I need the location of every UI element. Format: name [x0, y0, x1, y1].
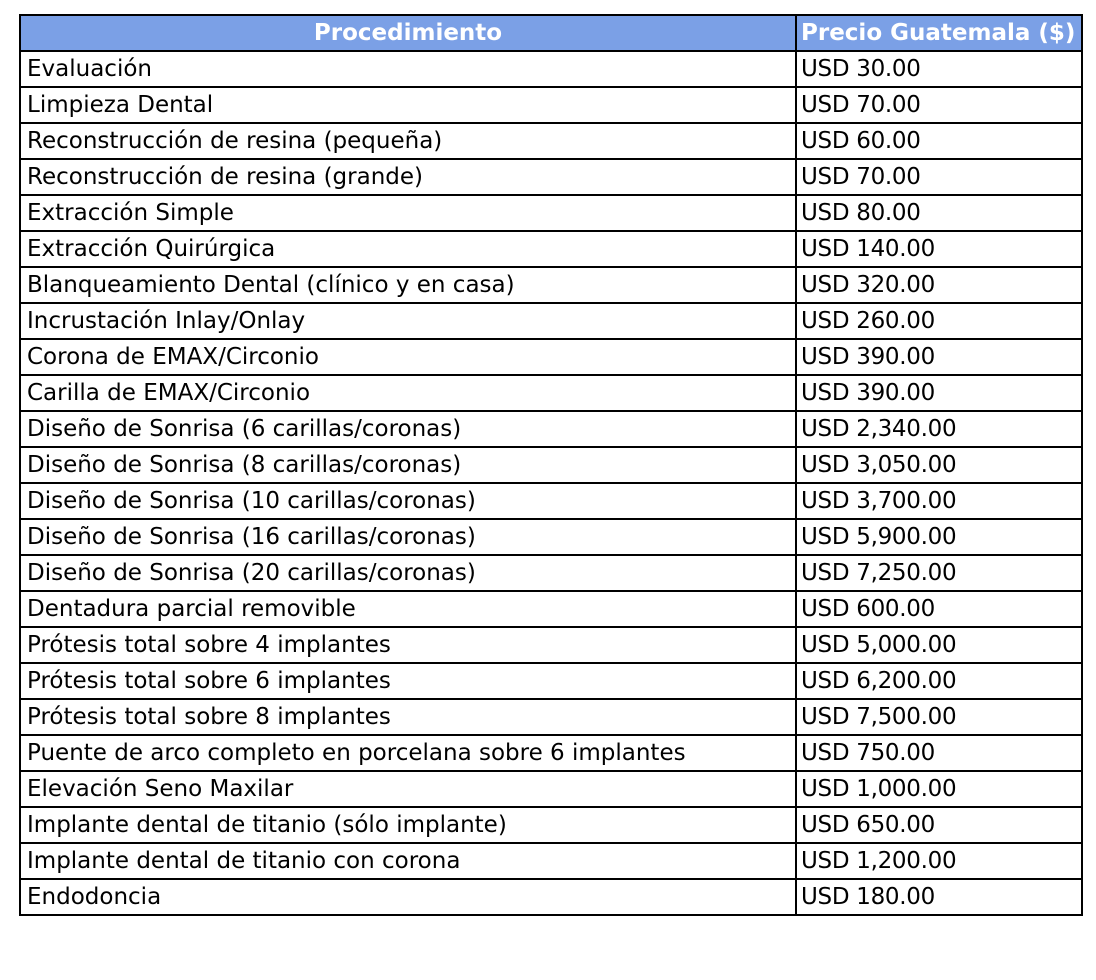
procedure-cell: Prótesis total sobre 4 implantes — [20, 627, 796, 663]
procedure-cell: Extracción Quirúrgica — [20, 231, 796, 267]
price-cell: USD 260.00 — [796, 303, 1082, 339]
table-header — [20, 15, 1082, 51]
price-cell: USD 390.00 — [796, 375, 1082, 411]
price-cell: USD 140.00 — [796, 231, 1082, 267]
procedure-cell: Elevación Seno Maxilar — [20, 771, 796, 807]
table-row — [20, 663, 1082, 699]
table-row — [20, 375, 1082, 411]
price-cell: USD 750.00 — [796, 735, 1082, 771]
price-cell: USD 5,000.00 — [796, 627, 1082, 663]
table-row — [20, 807, 1082, 843]
price-cell: USD 3,700.00 — [796, 483, 1082, 519]
price-cell: USD 70.00 — [796, 159, 1082, 195]
price-cell: USD 650.00 — [796, 807, 1082, 843]
procedure-cell: Blanqueamiento Dental (clínico y en casa) — [20, 267, 796, 303]
table-row — [20, 339, 1082, 375]
procedure-cell: Implante dental de titanio con corona — [20, 843, 796, 879]
table-row — [20, 519, 1082, 555]
table-row — [20, 843, 1082, 879]
table-row — [20, 51, 1082, 87]
table-row — [20, 555, 1082, 591]
price-cell: USD 70.00 — [796, 87, 1082, 123]
procedure-cell: Carilla de EMAX/Circonio — [20, 375, 796, 411]
table-row — [20, 699, 1082, 735]
price-cell: USD 6,200.00 — [796, 663, 1082, 699]
price-cell: USD 320.00 — [796, 267, 1082, 303]
table-row — [20, 411, 1082, 447]
column-header-procedure: Procedimiento — [20, 15, 796, 51]
procedure-cell: Reconstrucción de resina (grande) — [20, 159, 796, 195]
procedure-cell: Corona de EMAX/Circonio — [20, 339, 796, 375]
price-table-container — [19, 14, 1081, 916]
price-cell: USD 5,900.00 — [796, 519, 1082, 555]
procedure-cell: Extracción Simple — [20, 195, 796, 231]
price-cell: USD 600.00 — [796, 591, 1082, 627]
table-row — [20, 771, 1082, 807]
table-body — [20, 51, 1082, 915]
price-cell: USD 1,000.00 — [796, 771, 1082, 807]
price-cell: USD 390.00 — [796, 339, 1082, 375]
table-row — [20, 735, 1082, 771]
table-row — [20, 87, 1082, 123]
table-row — [20, 303, 1082, 339]
column-header-price: Precio Guatemala ($) — [796, 15, 1082, 51]
header-row — [20, 15, 1082, 51]
table-row — [20, 123, 1082, 159]
table-row — [20, 627, 1082, 663]
procedure-cell: Puente de arco completo en porcelana sobre 6 implantes — [20, 735, 796, 771]
table-row — [20, 447, 1082, 483]
procedure-cell: Diseño de Sonrisa (10 carillas/coronas) — [20, 483, 796, 519]
price-cell: USD 30.00 — [796, 51, 1082, 87]
procedure-cell: Dentadura parcial removible — [20, 591, 796, 627]
procedure-cell: Evaluación — [20, 51, 796, 87]
table-row — [20, 231, 1082, 267]
procedure-cell: Endodoncia — [20, 879, 796, 915]
price-table — [19, 14, 1083, 916]
price-cell: USD 60.00 — [796, 123, 1082, 159]
procedure-cell: Prótesis total sobre 8 implantes — [20, 699, 796, 735]
price-cell: USD 7,250.00 — [796, 555, 1082, 591]
price-cell: USD 1,200.00 — [796, 843, 1082, 879]
price-cell: USD 3,050.00 — [796, 447, 1082, 483]
procedure-cell: Diseño de Sonrisa (8 carillas/coronas) — [20, 447, 796, 483]
procedure-cell: Implante dental de titanio (sólo implante) — [20, 807, 796, 843]
table-row — [20, 879, 1082, 915]
table-row — [20, 591, 1082, 627]
price-cell: USD 7,500.00 — [796, 699, 1082, 735]
price-cell: USD 2,340.00 — [796, 411, 1082, 447]
procedure-cell: Reconstrucción de resina (pequeña) — [20, 123, 796, 159]
table-row — [20, 195, 1082, 231]
table-row — [20, 483, 1082, 519]
procedure-cell: Diseño de Sonrisa (6 carillas/coronas) — [20, 411, 796, 447]
procedure-cell: Prótesis total sobre 6 implantes — [20, 663, 796, 699]
price-cell: USD 180.00 — [796, 879, 1082, 915]
procedure-cell: Incrustación Inlay/Onlay — [20, 303, 796, 339]
table-row — [20, 159, 1082, 195]
procedure-cell: Diseño de Sonrisa (16 carillas/coronas) — [20, 519, 796, 555]
price-cell: USD 80.00 — [796, 195, 1082, 231]
table-row — [20, 267, 1082, 303]
procedure-cell: Diseño de Sonrisa (20 carillas/coronas) — [20, 555, 796, 591]
procedure-cell: Limpieza Dental — [20, 87, 796, 123]
